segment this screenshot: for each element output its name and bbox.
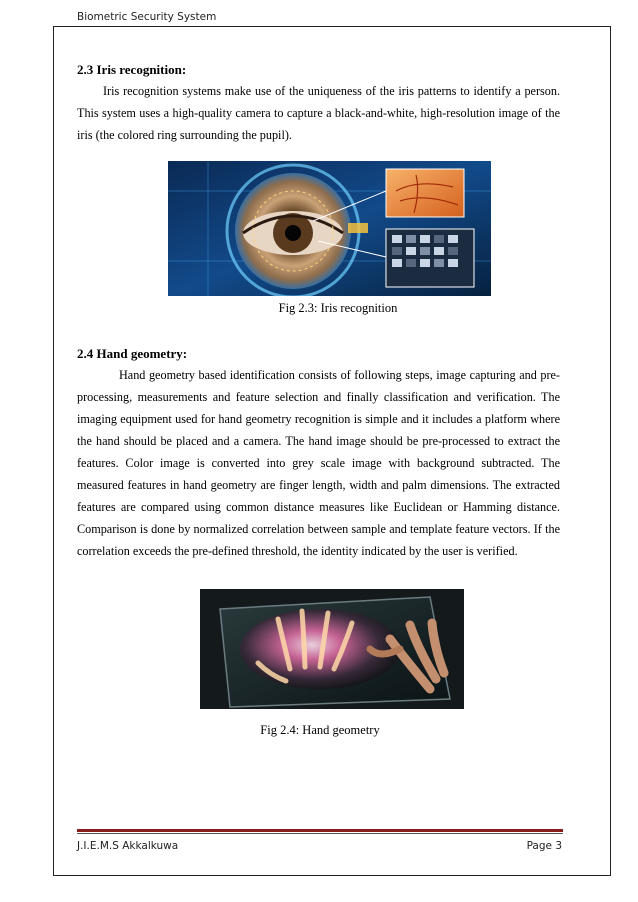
section-title-iris: 2.3 Iris recognition:: [77, 62, 187, 77]
section-title-hand-geometry: 2.4 Hand geometry:: [77, 346, 188, 361]
footer-institution: J.I.E.M.S Akkalkuwa: [77, 840, 179, 852]
paragraph-hand-geometry-text: Hand geometry based identification consists of following steps, image capturing and pre-processing, measurements and feature selection and finally classification and verification. The imaging equipment used for hand geometry recognition is simple and it includes a platform where the hand should be placed and a camera. The hand image should be pre-processed to extract the features. Color image is converted into grey scale image with background subtracted. The measured features in hand geometry are finger length, width and palm dimensions. The extracted features are compared using common distance measures like Euclidean or Hamming distance. Comparison is done by normalized correlation between sample and template feature vectors. If the correlation exceeds the pre-defined threshold, the identity indicated by the user is verified.: [77, 368, 560, 558]
figure-caption-hand-geometry: Fig 2.4: Hand geometry: [260, 723, 380, 737]
iris-illustration: [168, 161, 491, 296]
hand-geometry-figure: [200, 589, 464, 709]
iris-recognition-figure: [168, 161, 491, 296]
running-header-title: Biometric Security System: [77, 11, 217, 23]
figure-caption-iris: Fig 2.3: Iris recognition: [278, 301, 398, 315]
paragraph-hand-geometry: [77, 364, 560, 562]
footer-rule-thin: [77, 833, 563, 834]
footer-rule-thick: [77, 829, 563, 832]
paragraph-iris-text: Iris recognition systems make use of the uniqueness of the iris patterns to identify a person. This system uses a high-quality camera to capture a black-and-white, high-resolution image of the iris (the colored ring surrounding the pupil).: [77, 84, 560, 142]
paragraph-iris: [77, 80, 560, 146]
hand-geometry-illustration: [200, 589, 464, 709]
footer-page-number: Page 3: [526, 840, 562, 852]
